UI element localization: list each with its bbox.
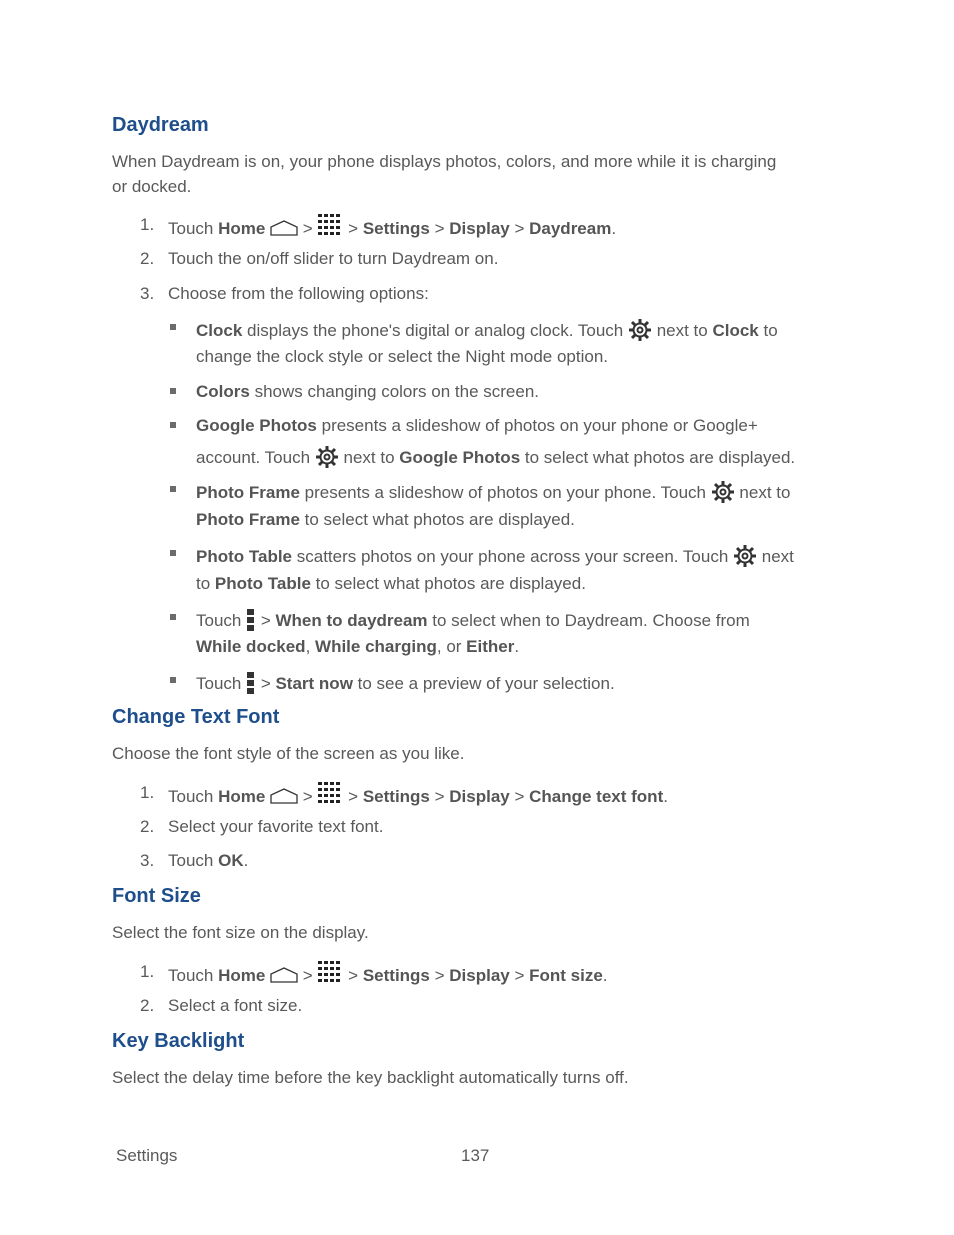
bullet [170, 486, 176, 492]
bullet [170, 388, 176, 394]
bullet [170, 324, 176, 330]
option-google-photos: Google Photos presents a slideshow of photos on your phone or Google+ [196, 416, 758, 435]
home-icon [270, 967, 298, 983]
heading-key-backlight: Key Backlight [112, 1030, 245, 1052]
option-clock-line2: change the clock style or select the Night mode option. [196, 347, 609, 366]
daydream-step-1: Touch Home > > Settings > Display > Daydream. [168, 214, 616, 239]
menu-dots-icon [246, 671, 256, 695]
step-number: 1. [140, 962, 155, 981]
key-backlight-intro: Select the delay time before the key backlight automatically turns off. [112, 1068, 629, 1087]
option-google-photos-line2: account. Touch next to Google Photos to select what photos are displayed. [196, 445, 795, 469]
step-number: 1. [140, 783, 155, 802]
bullet [170, 422, 176, 428]
font-size-step-1: Touch Home > > Settings > Display > Font size. [168, 961, 608, 986]
home-icon [270, 788, 298, 804]
step-number: 3. [140, 284, 155, 303]
bullet [170, 614, 176, 620]
option-photo-frame-line2: Photo Frame to select what photos are displayed. [196, 510, 575, 529]
option-photo-frame: Photo Frame presents a slideshow of photos on your phone. Touch next to [196, 480, 790, 504]
daydream-intro-line1: When Daydream is on, your phone displays photos, colors, and more while it is charging [112, 152, 777, 171]
bullet [170, 677, 176, 683]
step-number: 2. [140, 249, 155, 268]
change-font-step-3: Touch OK. [168, 851, 249, 870]
home-icon [270, 220, 298, 236]
bullet [170, 550, 176, 556]
change-font-step-1: Touch Home > > Settings > Display > Change text font. [168, 782, 668, 807]
heading-change-text-font: Change Text Font [112, 706, 280, 728]
step-number: 2. [140, 817, 155, 836]
gear-icon [315, 445, 339, 469]
option-clock: Clock displays the phone's digital or analog clock. Touch next to Clock to [196, 318, 778, 342]
option-when-to-daydream-line2: While docked, While charging, or Either. [196, 637, 520, 656]
step-number: 3. [140, 851, 155, 870]
page-number: 137 [461, 1146, 490, 1165]
apps-grid-icon [317, 961, 343, 985]
change-font-intro: Choose the font style of the screen as you like. [112, 744, 465, 763]
gear-icon [733, 544, 757, 568]
option-when-to-daydream: Touch > When to daydream to select when to Daydream. Choose from [196, 608, 750, 632]
option-photo-table-line2: to Photo Table to select what photos are displayed. [196, 574, 586, 593]
font-size-intro: Select the font size on the display. [112, 923, 369, 942]
step-number: 1. [140, 215, 155, 234]
option-photo-table: Photo Table scatters photos on your phone across your screen. Touch next [196, 544, 794, 568]
change-font-step-2: Select your favorite text font. [168, 817, 384, 836]
daydream-intro-line2: or docked. [112, 177, 192, 196]
gear-icon [628, 318, 652, 342]
footer-section-name: Settings [116, 1146, 178, 1165]
option-colors: Colors shows changing colors on the screen. [196, 382, 540, 401]
menu-dots-icon [246, 608, 256, 632]
apps-grid-icon [317, 782, 343, 806]
daydream-step-2: Touch the on/off slider to turn Daydream on. [168, 249, 499, 268]
gear-icon [711, 480, 735, 504]
option-start-now: Touch > Start now to see a preview of your selection. [196, 671, 615, 695]
daydream-step-3: Choose from the following options: [168, 284, 429, 303]
heading-font-size: Font Size [112, 885, 201, 907]
apps-grid-icon [317, 214, 343, 238]
font-size-step-2: Select a font size. [168, 996, 303, 1015]
step-number: 2. [140, 996, 155, 1015]
heading-daydream: Daydream [112, 114, 209, 136]
